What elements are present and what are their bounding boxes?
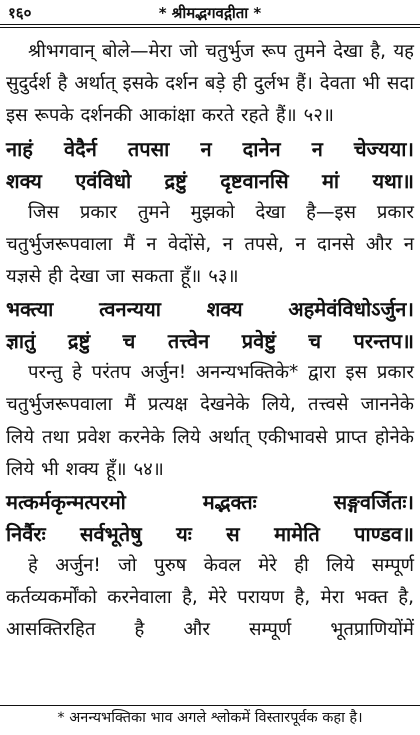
- verse-line: शक्य एवंविधो द्रष्टुं दृष्टवानसि मां यथा॥: [6, 168, 414, 193]
- running-title: * श्रीमद्भगवद्गीता *: [158, 4, 262, 22]
- verse-line: नाहं वेदैर्न तपसा न दानेन न चेज्यया।: [6, 136, 414, 161]
- verse-line: निर्वैरः सर्वभूतेषु यः स मामेति पाण्डव॥: [6, 522, 414, 547]
- footnote: * अनन्यभक्तिका भाव अगले श्लोकमें विस्तारपूर्वक कहा है।: [57, 710, 363, 726]
- translation-paragraph-53: जिस प्रकार तुमने मुझको देखा है—इस प्रकार चतुर्भुजरूपवाला मैं न वेदोंसे, न तपसे, न दानसे और न यज्ञसे ही देखा जा सकता हूँ॥ ५३॥: [6, 201, 414, 288]
- page-header: [0, 0, 420, 26]
- verse-line: ज्ञातुं द्रष्टुं च तत्त्वेन प्रवेष्टुं च परन्तप॥: [6, 329, 414, 354]
- translation-paragraph-55: हे अर्जुन! जो पुरुष केवल मेरे ही लिये सम्पूर्ण कर्तव्यकर्मोंको करनेवाला है, मेरे परायण है, मेरा भक्त है, आसक्तिरहित है और सम्पूर्ण भूतप्राणियोंमें: [6, 555, 414, 641]
- verse-55: [6, 486, 414, 550]
- header-rule-top: [0, 24, 420, 25]
- header-rule-bottom: [0, 27, 420, 28]
- page-body: [6, 36, 414, 647]
- verse-53: [6, 133, 414, 197]
- translation-paragraph-54: परन्तु हे परंतप अर्जुन! अनन्यभक्तिके* द्वारा इस प्रकार चतुर्भुजरूपवाला मैं प्रत्यक्ष देखनेके लिये, तत्त्वसे जाननेके लिये तथा प्रवेश करनेके लिये अर्थात् एकीभावसे प्राप्त होनेके लिये भी शक्य हूँ॥ ५४॥: [6, 362, 414, 480]
- verse-line: मत्कर्मकृन्मत्परमो मद्भक्तः सङ्गवर्जितः।: [6, 490, 414, 515]
- verse-54: [6, 293, 414, 357]
- footnote-rule: [0, 705, 420, 706]
- verse-line: भक्त्या त्वनन्यया शक्य अहमेवंविधोऽर्जुन।: [6, 297, 414, 322]
- translation-paragraph-52: श्रीभगवान् बोले—मेरा जो चतुर्भुज रूप तुमने देखा है, यह सुदुर्दर्श है अर्थात् इसके दर्शन बड़े ही दुर्लभ हैं। देवता भी सदा इस रूपके दर्शनकी आकांक्षा करते रहते हैं॥ ५२॥: [6, 41, 414, 127]
- page-number: १६०: [8, 4, 32, 22]
